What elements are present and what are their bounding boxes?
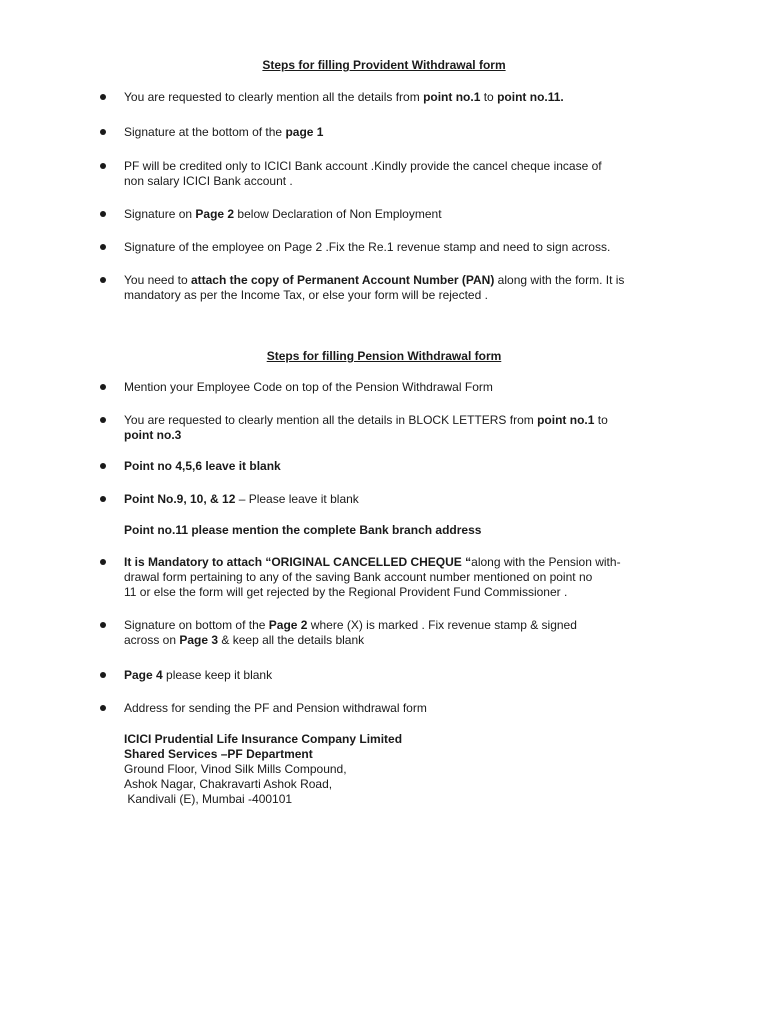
address-line-3: Kandivali (E), Mumbai -400101 — [124, 792, 293, 806]
address-line-2: Ashok Nagar, Chakravarti Ashok Road, — [124, 777, 333, 791]
bullet-icon — [100, 244, 106, 250]
pf-item-6-text: You need to — [124, 273, 191, 287]
pf-item-1-bold-1: point no.1 — [423, 90, 481, 104]
pension-item-7-text: please keep it blank — [162, 668, 273, 682]
bullet-icon — [100, 129, 106, 135]
pension-item-2-bold: point no.1 — [537, 413, 595, 427]
pf-item-5 — [124, 240, 664, 255]
pf-item-6-text-2: along with the form. It is — [494, 273, 625, 287]
mailing-address — [124, 732, 524, 807]
bullet-icon — [100, 705, 106, 711]
pf-item-6-line-2: mandatory as per the Income Tax, or else your form will be rejected . — [124, 288, 488, 302]
pension-section-heading: Steps for filling Pension Withdrawal form — [266, 349, 502, 363]
bullet-icon — [100, 163, 106, 169]
pension-item-8-text: Address for sending the PF and Pension withdrawal form — [124, 701, 427, 715]
pf-item-1-text: You are requested to clearly mention all the details from — [124, 90, 424, 104]
pf-item-4-text-2: below Declaration of Non Employment — [234, 207, 442, 221]
pension-item-1-text: Mention your Employee Code on top of the Pension Withdrawal Form — [124, 380, 493, 394]
bullet-icon — [100, 622, 106, 628]
pension-item-5-line-3: 11 or else the form will get rejected by the Regional Provident Fund Commissioner . — [124, 585, 568, 599]
bullet-icon — [100, 211, 106, 217]
pf-item-1-text-2: to — [480, 90, 498, 104]
pension-item-1 — [124, 380, 664, 395]
pf-item-2-bold: page 1 — [285, 125, 324, 139]
bullet-icon — [100, 463, 106, 469]
pension-item-6-bold-2: Page 3 — [179, 633, 219, 647]
pf-item-6 — [124, 273, 664, 303]
pension-item-3-bold: Point no 4,5,6 leave it blank — [124, 459, 281, 473]
bullet-icon — [100, 277, 106, 283]
pension-item-2-bold-2: point no.3 — [124, 428, 182, 442]
pension-item-2 — [124, 413, 664, 443]
bullet-icon — [100, 496, 106, 502]
bullet-icon — [100, 417, 106, 423]
bullet-icon — [100, 559, 106, 565]
pf-item-3 — [124, 159, 664, 189]
pf-item-2-text: Signature at the bottom of the — [124, 125, 286, 139]
bullet-icon — [100, 94, 106, 100]
pf-item-4 — [124, 207, 664, 222]
pension-note: Point no.11 please mention the complete Bank branch address — [124, 523, 482, 537]
pension-item-5-line-2: drawal form pertaining to any of the saving Bank account number mentioned on point no — [124, 570, 593, 584]
pf-item-4-text: Signature on — [124, 207, 196, 221]
address-department: Shared Services –PF Department — [124, 747, 313, 761]
pension-item-4-text: – Please leave it blank — [235, 492, 359, 506]
pension-item-3 — [124, 459, 664, 474]
pension-item-6-text: Signature on bottom of the — [124, 618, 269, 632]
pension-item-6-text-2: where (X) is marked . Fix revenue stamp & signed — [307, 618, 577, 632]
pf-item-2 — [124, 125, 664, 140]
pf-item-1 — [124, 90, 664, 105]
pf-item-6-bold: attach the copy of Permanent Account Number (PAN) — [190, 273, 495, 287]
pf-item-5-text: Signature of the employee on Page 2 .Fix the Re.1 revenue stamp and need to sign across. — [124, 240, 611, 254]
pf-section-heading: Steps for filling Provident Withdrawal form — [262, 58, 506, 72]
pension-item-7 — [124, 668, 664, 683]
pension-item-8 — [124, 701, 664, 716]
pf-item-4-bold: Page 2 — [195, 207, 235, 221]
pension-item-6-text-4: & keep all the details blank — [218, 633, 365, 647]
pension-item-5-text: along with the Pension with- — [471, 555, 621, 569]
pension-item-6-bold: Page 2 — [268, 618, 308, 632]
pension-item-5-bold: It is Mandatory to attach “ORIGINAL CANCELLED CHEQUE “ — [124, 555, 472, 569]
pension-item-6-text-3: across on — [124, 633, 180, 647]
pension-item-2-text-2: to — [594, 413, 608, 427]
pension-item-2-text: You are requested to clearly mention all the details in BLOCK LETTERS from — [124, 413, 538, 427]
pf-item-1-bold-2: point no.11. — [497, 90, 564, 104]
bullet-icon — [100, 384, 106, 390]
address-line-1: Ground Floor, Vinod Silk Mills Compound, — [124, 762, 347, 776]
pension-item-5 — [124, 555, 664, 600]
bullet-icon — [100, 672, 106, 678]
pf-item-3-line-1: PF will be credited only to ICICI Bank account .Kindly provide the cancel cheque incase of — [124, 159, 602, 173]
pension-item-6 — [124, 618, 664, 648]
pf-item-3-line-2: non salary ICICI Bank account . — [124, 174, 293, 188]
address-company: ICICI Prudential Life Insurance Company Limited — [124, 732, 403, 746]
pension-item-4-bold: Point No.9, 10, & 12 — [124, 492, 236, 506]
pension-item-4 — [124, 492, 664, 507]
pension-item-7-bold: Page 4 — [124, 668, 163, 682]
